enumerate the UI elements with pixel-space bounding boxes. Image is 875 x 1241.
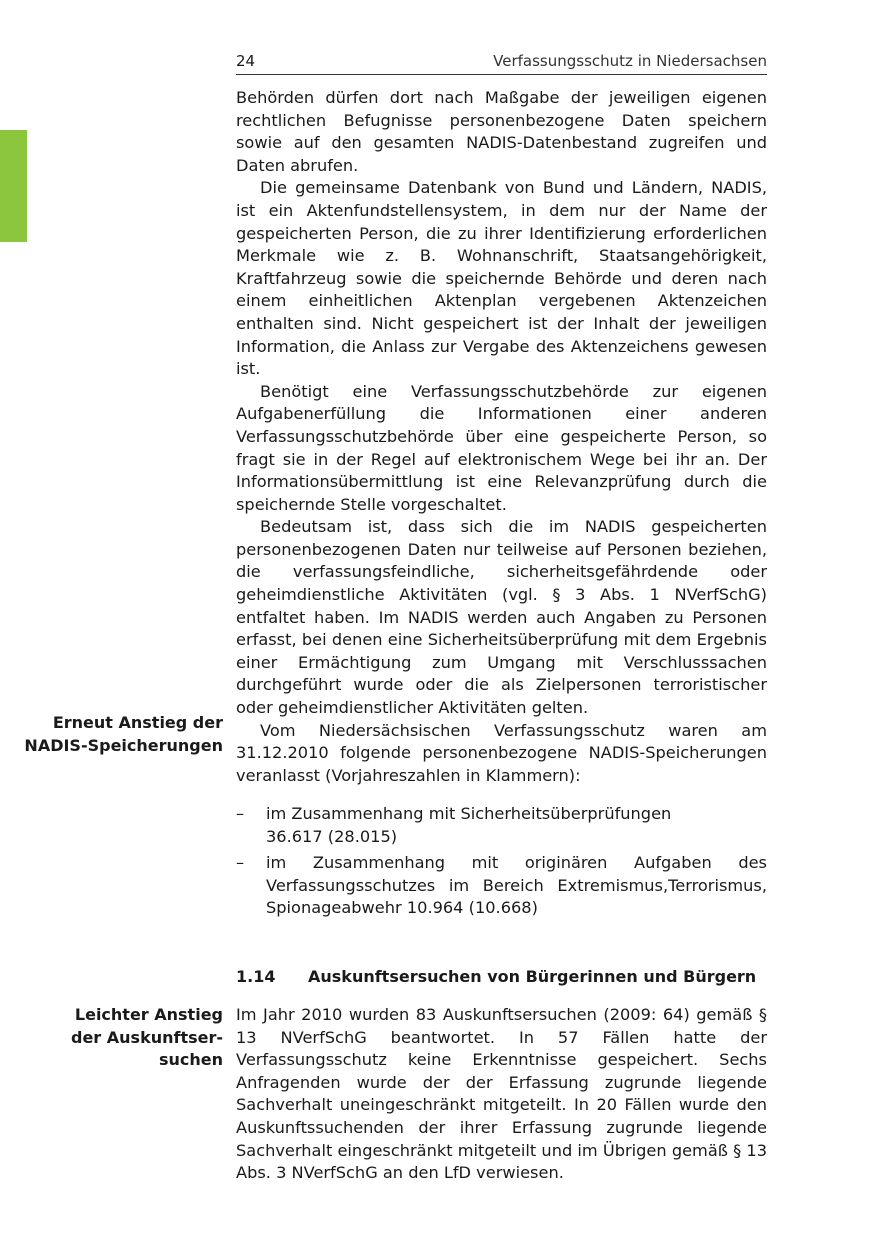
paragraph: Die gemeinsame Datenbank von Bund und Ländern, NADIS, ist ein Aktenfundstellensystem, in dem nur der Name der gespeicherten Person, die zu ihrer Identifizierung erforderlichen Merkmale wie z. B. Wohnanschrift, Staatsangehörigkeit, Kraftfahrzeug sowie die speichernde Behörde und deren nach einem einheitlichen Aktenplan vergebenen Aktenzeichen enthalten sind. Nicht gespeichert ist der Inhalt der jeweiligen Information, die Anlass zur Vergabe des Aktenzeichens gewesen ist. <box>236 178 767 379</box>
list-item-text: im Zusammenhang mit originären Aufgaben des Verfassungsschutzes im Bereich Extremismus,Terrorismus, Spionageabwehr <box>266 853 767 918</box>
body-text-block <box>236 87 767 787</box>
paragraph: Bedeutsam ist, dass sich die im NADIS gespeicherten personenbezogenen Daten nur teilweise auf Personen beziehen, die verfassungsfeindliche, sicherheitsgefährdende oder geheimdienstliche Aktivitäten (vgl. § 3 Abs. 1 NVerfSchG) entfaltet haben. Im NADIS werden auch Angaben zu Personen erfasst, bei denen eine Sicherheitsüberprüfung mit dem Ergebnis einer Ermächtigung zum Umgang mit Verschlusssachen durchgeführt wurde oder die als Zielpersonen terroristischer oder geheimdienstlicher Aktivitäten gelten. <box>236 517 767 718</box>
paragraph: Behörden dürfen dort nach Maßgabe der jeweiligen eigenen rechtlichen Befugnisse personenbezogene Daten speichern sowie auf den gesamten NADIS-Datenbestand zugreifen und Daten abrufen. <box>236 88 767 175</box>
paragraph: Vom Niedersächsischen Verfassungsschutz waren am 31.12.2010 folgende personenbezogene NADIS-Speicherungen veranlasst (Vorjahreszahlen in Klammern): <box>236 720 767 785</box>
chapter-tab-marker <box>0 130 27 242</box>
list-item-value: 36.617 (28.015) <box>266 826 398 846</box>
section-number: 1.14 <box>236 967 276 986</box>
list-item <box>236 803 767 848</box>
section-heading <box>236 966 767 988</box>
margin-note-auskunft: Leichter Anstieg der Auskunftser- suchen <box>71 1005 223 1070</box>
margin-note-nadis: Erneut Anstieg der NADIS-Speicherungen <box>24 713 223 755</box>
bullet-list <box>236 803 767 920</box>
section-body <box>236 1004 767 1185</box>
paragraph: Benötigt eine Verfassungsschutzbehörde zur eigenen Aufgabenerfüllung die Informationen einer anderen Verfassungsschutzbehörde über eine gespeicherte Person, so fragt sie in der Regel auf elektronischem Wege bei ihr an. Der Informationsübermittlung ist eine Relevanzprüfung durch die speichernde Stelle vorgeschaltet. <box>236 381 767 514</box>
page-header <box>236 52 767 75</box>
page-number: 24 <box>236 52 256 70</box>
list-item-value: 10.964 (10.668) <box>406 898 538 918</box>
section-title: Auskunftsersuchen von Bürgerinnen und Bürgern <box>308 967 757 986</box>
dash-marker: – <box>236 853 245 873</box>
paragraph: Im Jahr 2010 wurden 83 Auskunftsersuchen (2009: 64) gemäß § 13 NVerfSchG beantwortet. In 57 Fällen hatte der Verfassungsschutz keine Erkenntnisse gespeichert. Sechs Anfragenden wurde der der Erfassung zugrunde liegende Sachverhalt uneingeschränkt mitgeteilt. In 20 Fällen wurde den Auskunftssuchenden der ihrer Erfassung zugrunde liegende Sachverhalt eingeschränkt mitgeteilt und im Übrigen gemäß § 13 Abs. 3 NVerfSchG an den LfD verwiesen. <box>236 1005 767 1183</box>
running-title: Verfassungsschutz in Niedersachsen <box>493 52 767 70</box>
list-item-text: im Zusammenhang mit Sicherheitsüberprüfungen <box>266 804 672 823</box>
list-item <box>236 852 767 920</box>
dash-marker: – <box>236 804 245 823</box>
